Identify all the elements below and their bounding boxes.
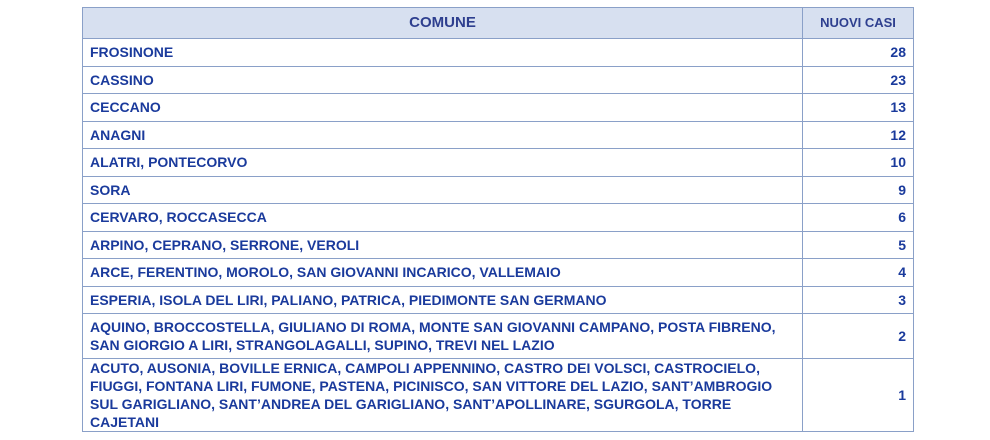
casi-cell: 12 [803,121,914,149]
table-row [83,39,914,67]
comune-cell: FROSINONE [83,39,803,67]
table-row [83,286,914,314]
table-row [83,121,914,149]
comune-cell: ALATRI, PONTECORVO [83,149,803,177]
casi-cell: 28 [803,39,914,67]
table-row [83,204,914,232]
table-row [83,66,914,94]
casi-cell: 23 [803,66,914,94]
casi-cell: 2 [803,314,914,359]
comune-cell: ARCE, FERENTINO, MOROLO, SAN GIOVANNI INCARICO, VALLEMAIO [83,259,803,287]
comune-cell: AQUINO, BROCCOSTELLA, GIULIANO DI ROMA, MONTE SAN GIOVANNI CAMPANO, POSTA FIBRENO, SAN GIORGIO A LIRI, STRANGOLAGALLI, SUPINO, TREVI NEL LAZIO [83,314,803,359]
table-row [83,94,914,122]
casi-cell: 1 [803,359,914,432]
table-row [83,231,914,259]
comune-cell: CASSINO [83,66,803,94]
table-row [83,259,914,287]
casi-cell: 5 [803,231,914,259]
comune-cell: CECCANO [83,94,803,122]
casi-cell: 10 [803,149,914,177]
table-row [83,359,914,432]
comune-cell: ARPINO, CEPRANO, SERRONE, VEROLI [83,231,803,259]
table-row [83,176,914,204]
casi-cell: 6 [803,204,914,232]
comune-cell: SORA [83,176,803,204]
comune-cell: ESPERIA, ISOLA DEL LIRI, PALIANO, PATRICA, PIEDIMONTE SAN GERMANO [83,286,803,314]
table-row [83,149,914,177]
casi-cell: 9 [803,176,914,204]
table-row [83,314,914,359]
casi-cell: 13 [803,94,914,122]
header-nuovi-casi: NUOVI CASI [803,8,914,39]
header-comune: COMUNE [83,8,803,39]
casi-cell: 4 [803,259,914,287]
comune-cell: ANAGNI [83,121,803,149]
header-row [83,8,914,39]
cases-table [82,7,914,432]
casi-cell: 3 [803,286,914,314]
comune-cell: CERVARO, ROCCASECCA [83,204,803,232]
comune-cell: ACUTO, AUSONIA, BOVILLE ERNICA, CAMPOLI APPENNINO, CASTRO DEI VOLSCI, CASTROCIELO, FIUGGI, FONTANA LIRI, FUMONE, PASTENA, PICINISCO, SAN VITTORE DEL LAZIO, SANT’AMBROGIO SUL GARIGLIANO, SANT’ANDREA DEL GARIGLIANO, SANT’APOLLINARE, SGURGOLA, TORRE CAJETANI [83,359,803,432]
